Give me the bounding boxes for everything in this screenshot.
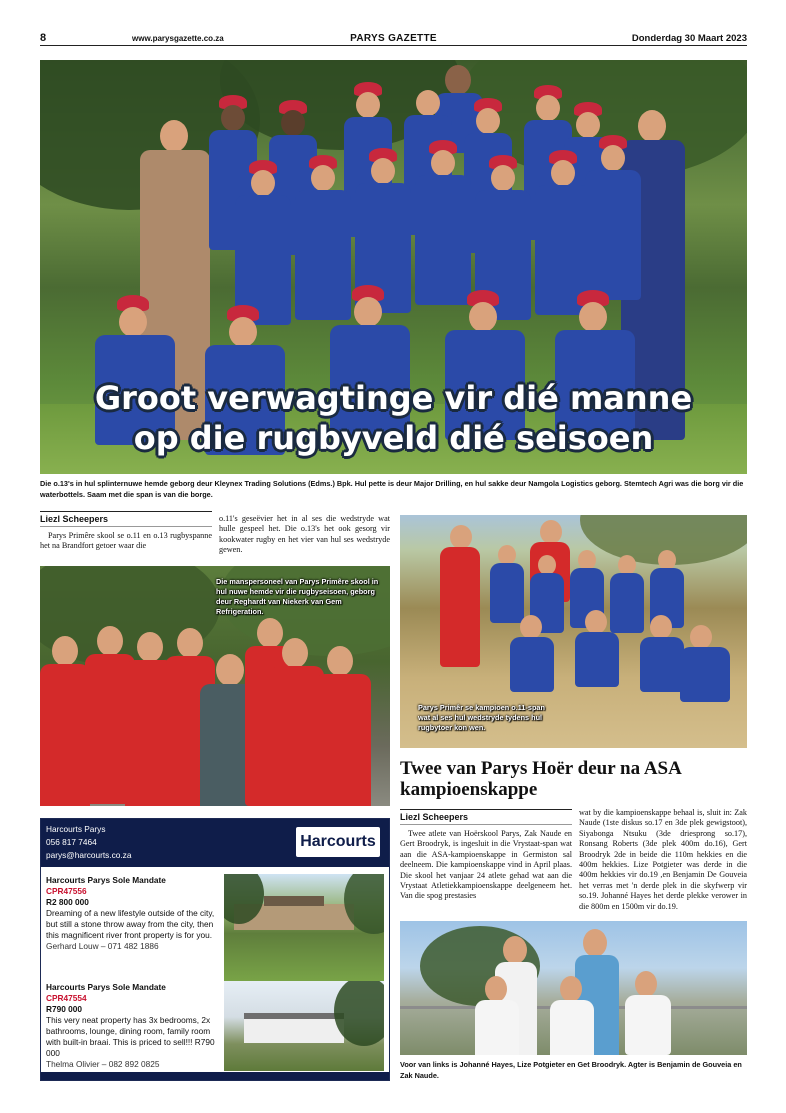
listing-title: Harcourts Parys Sole Mandate <box>46 982 166 992</box>
harcourts-advert[interactable] <box>40 818 390 1081</box>
paper-name: PARYS GAZETTE <box>350 33 437 44</box>
staff-photo-caption: Die manspersoneel van Parys Primêre skool in hul nuwe hemde vir die rugbyseisoen, geborg deur Reghardt van Niekerk van Gem Refrigeration. <box>216 577 379 616</box>
agency-name: Harcourts Parys <box>46 824 106 834</box>
u11-photo-caption: Parys Primêr se kampioen o.11-span wat al ses hul wedstryde tydens hul rugbytoer kon wen. <box>418 703 545 732</box>
advert-footer-bar <box>41 1072 389 1080</box>
agency-email[interactable]: parys@harcourts.co.za <box>46 850 132 860</box>
article-col-2: o.11's geseëvier het in al ses die wedstryde wat hulle gespeel het. Die o.13's het ook gesorg vir kookwater rugby en het vier van hul ses wedstryde gewen. <box>219 514 390 555</box>
listing-agent: Thelma Olivier – 082 892 0825 <box>46 1059 160 1069</box>
second-headline: Twee van Parys Hoër deur na ASA kampioenskappe <box>400 758 681 800</box>
listing-price: R790 000 <box>46 1004 82 1014</box>
page-number: 8 <box>40 32 47 44</box>
listing-description: This very neat property has 3x bedrooms, 2x bathrooms, lounge, dining room, family room with built-in braai. This is priced to sell!!! R790 000 <box>46 1015 215 1058</box>
harcourts-logo: Harcourts <box>296 827 380 857</box>
listing-1[interactable] <box>46 875 226 952</box>
listing-2-photo[interactable] <box>224 981 384 1071</box>
listing-ref: CPR47556 <box>46 886 87 896</box>
listing-agent: Gerhard Louw – 071 482 1886 <box>46 941 159 951</box>
team-photo-caption: Die o.13's in hul splinternuwe hemde geborg deur Kleynex Trading Solutions (Edms.) Bpk. Hul pette is deur Major Drilling, en hul sakke deur Namgola Logistics geborg. Stemtech Agri was die borg vir die waterbottels. Saam met die span is van die borge. <box>40 479 744 499</box>
headline-line-1: Groot verwagtinge vir dié manne <box>94 379 693 417</box>
athletes-photo <box>400 921 747 1055</box>
listing-price: R2 800 000 <box>46 897 89 907</box>
advert-header <box>41 819 389 867</box>
main-headline <box>40 378 747 458</box>
site-url[interactable]: www.parysgazette.co.za <box>132 34 224 43</box>
second-article-col-2: wat by die kampioenskappe behaal is, sluit in: Zak Naude (1ste diskus so.17 en 3de plek gewigstoot), Siyabonga Ntsuku (3de driesprong so.17), Ronsang Roberts (3de plek 400m do.16), Gert Broodryk 2de in beide die 110m hekkies en die 400m hekkies. Lize Potgieter was derde in die 400m hekkies vir do.19 ,en Benjamin De Gouveia het verras met 'n derde plek in die skyfwerp vir so.19. Johanné Hayes het derde plekke verower in die 800m en 1500m vir do.19. <box>579 808 747 911</box>
listing-description: Dreaming of a new lifestyle outside of the city, but still a stone throw away from the city, then this magnificent river front property is for you. <box>46 908 215 940</box>
athletes-photo-caption: Voor van links is Johanné Hayes, Lize Potgieter en Get Broodryk. Agter is Benjamin de Gouveia en Zak Naude. <box>400 1060 742 1080</box>
article-col-1: Parys Primêre skool se o.11 en o.13 rugbyspanne het na Brandfort getoer waar die <box>40 531 212 551</box>
byline-second: Liezl Scheepers <box>400 809 572 825</box>
listing-2[interactable] <box>46 982 226 1070</box>
listing-ref: CPR47554 <box>46 993 87 1003</box>
headline-line-2: op die rugbyveld dié seisoen <box>133 419 654 457</box>
page-header <box>40 30 747 46</box>
issue-date: Donderdag 30 Maart 2023 <box>631 33 747 44</box>
listing-1-photo[interactable] <box>224 874 384 982</box>
second-article-col-1: Twee atlete van Hoërskool Parys, Zak Naude en Gert Broodryk, is ingesluit in die Vrystaat-span wat aan die ASA-kampioenskappe in Germiston sal deelneem. Die kampioenskappe vind in April plaas. Die skool het vanjaar 24 atlete gehad wat aan die Vrystaat Atletiekkampioenskappe deelgeneem het. Van die spog prestasies <box>400 829 572 901</box>
agency-phone[interactable]: 056 817 7464 <box>46 837 97 847</box>
listing-title: Harcourts Parys Sole Mandate <box>46 875 166 885</box>
byline: Liezl Scheepers <box>40 511 212 527</box>
